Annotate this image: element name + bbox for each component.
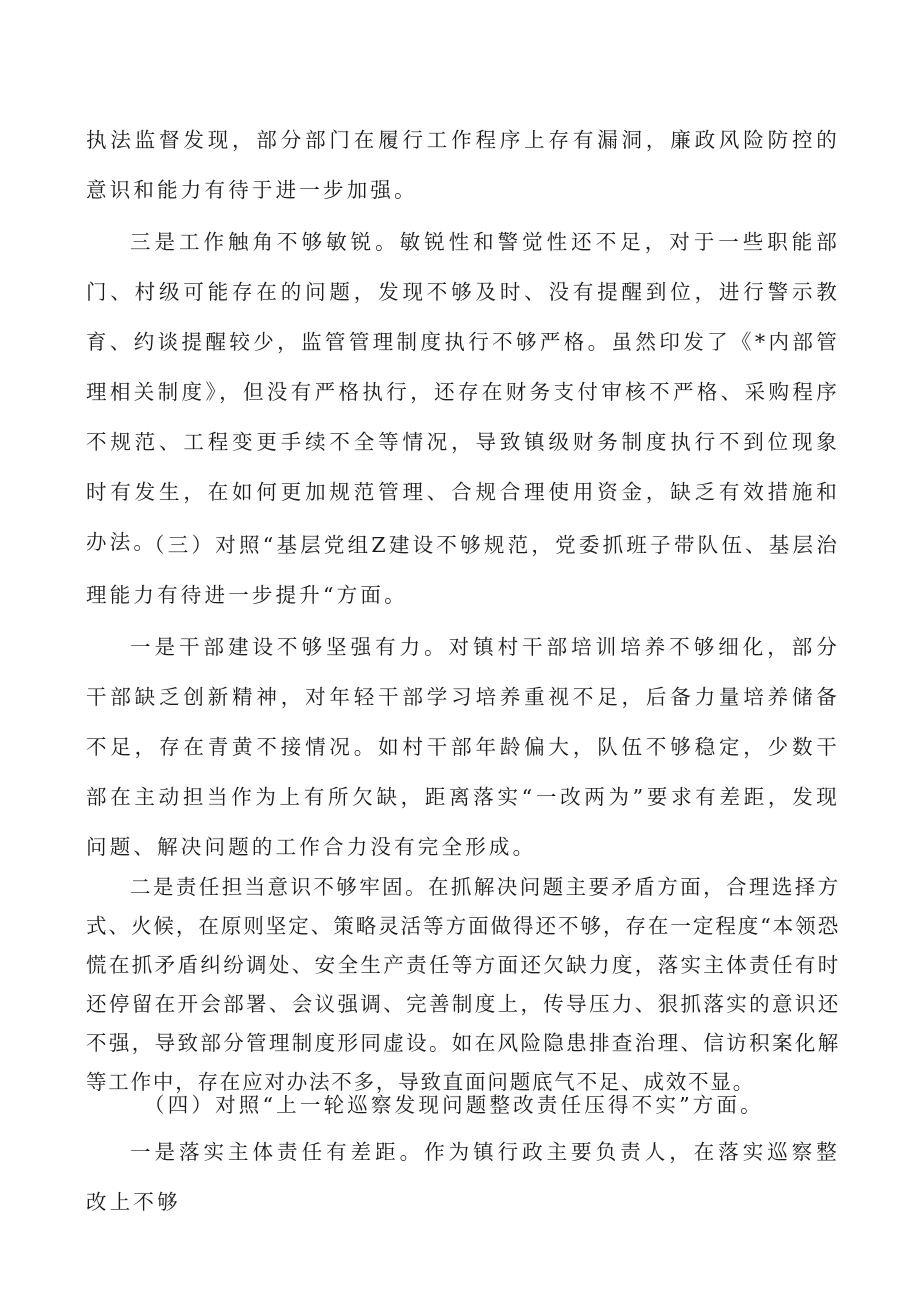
paragraph-continuation: 执法监督发现，部分部门在履行工作程序上存有漏洞，廉政风险防控的意识和能力有待于进一步加强。 [86,128,840,202]
section-heading-four: （四）对照“上一轮巡察发现问题整改责任压得不实”方面。 [144,1093,764,1117]
paragraph-point-two: 二是责任担当意识不够牢固。在抓解决问题主要矛盾方面，合理选择方式、火候，在原则坚定、策略灵活等方面做得还不够，存在一定程度“本领恐慌在抓矛盾纠纷调处、安全生产责任等方面还欠缺力度，落实主体责任有时还停留在开会部署、会议强调、完善制度上，传导压力、狠抓落实的意识还不强，导致部分管理制度形同虚设。如在风险隐患排查治理、信访积案化解等工作中，存在应对办法不多，导致直面问题底气不足、成效不显。 [86,875,840,1094]
paragraph-point-three: 三是工作触角不够敏锐。敏锐性和警觉性还不足，对于一些职能部门、村级可能存在的问题，发现不够及时、没有提醒到位，进行警示教育、约谈提醒较少，监管管理制度执行不够严格。虽然印发了《*内部管理相关制度》，但没有严格执行，还存在财务支付审核不严格、采购程序不规范、工程变更手续不全等情况，导致镇级财务制度执行不到位现象时有发生，在如何更加规范管理、合规合理使用资金，缺乏有效措施和办法。 [86,230,840,554]
paragraph-point-one-four: 一是落实主体责任有差距。作为镇行政主要负责人，在落实巡察整改上不够 [86,1140,840,1214]
paragraph-point-one: 一是干部建设不够坚强有力。对镇村干部培训培养不够细化，部分干部缺乏创新精神，对年轻干部学习培养重视不足，后备力量培养储备不足，存在青黄不接情况。如村干部年龄偏大，队伍不够稳定，少数干部在主动担当作为上有所欠缺，距离落实“一改两为”要求有差距，发现问题、解决问题的工作合力没有完全形成。 [86,635,840,859]
section-heading-three: （三）对照“基层党组Z建设不够规范，党委抓班子带队伍、基层治理能力有待进一步提升“方面。 [86,533,840,607]
